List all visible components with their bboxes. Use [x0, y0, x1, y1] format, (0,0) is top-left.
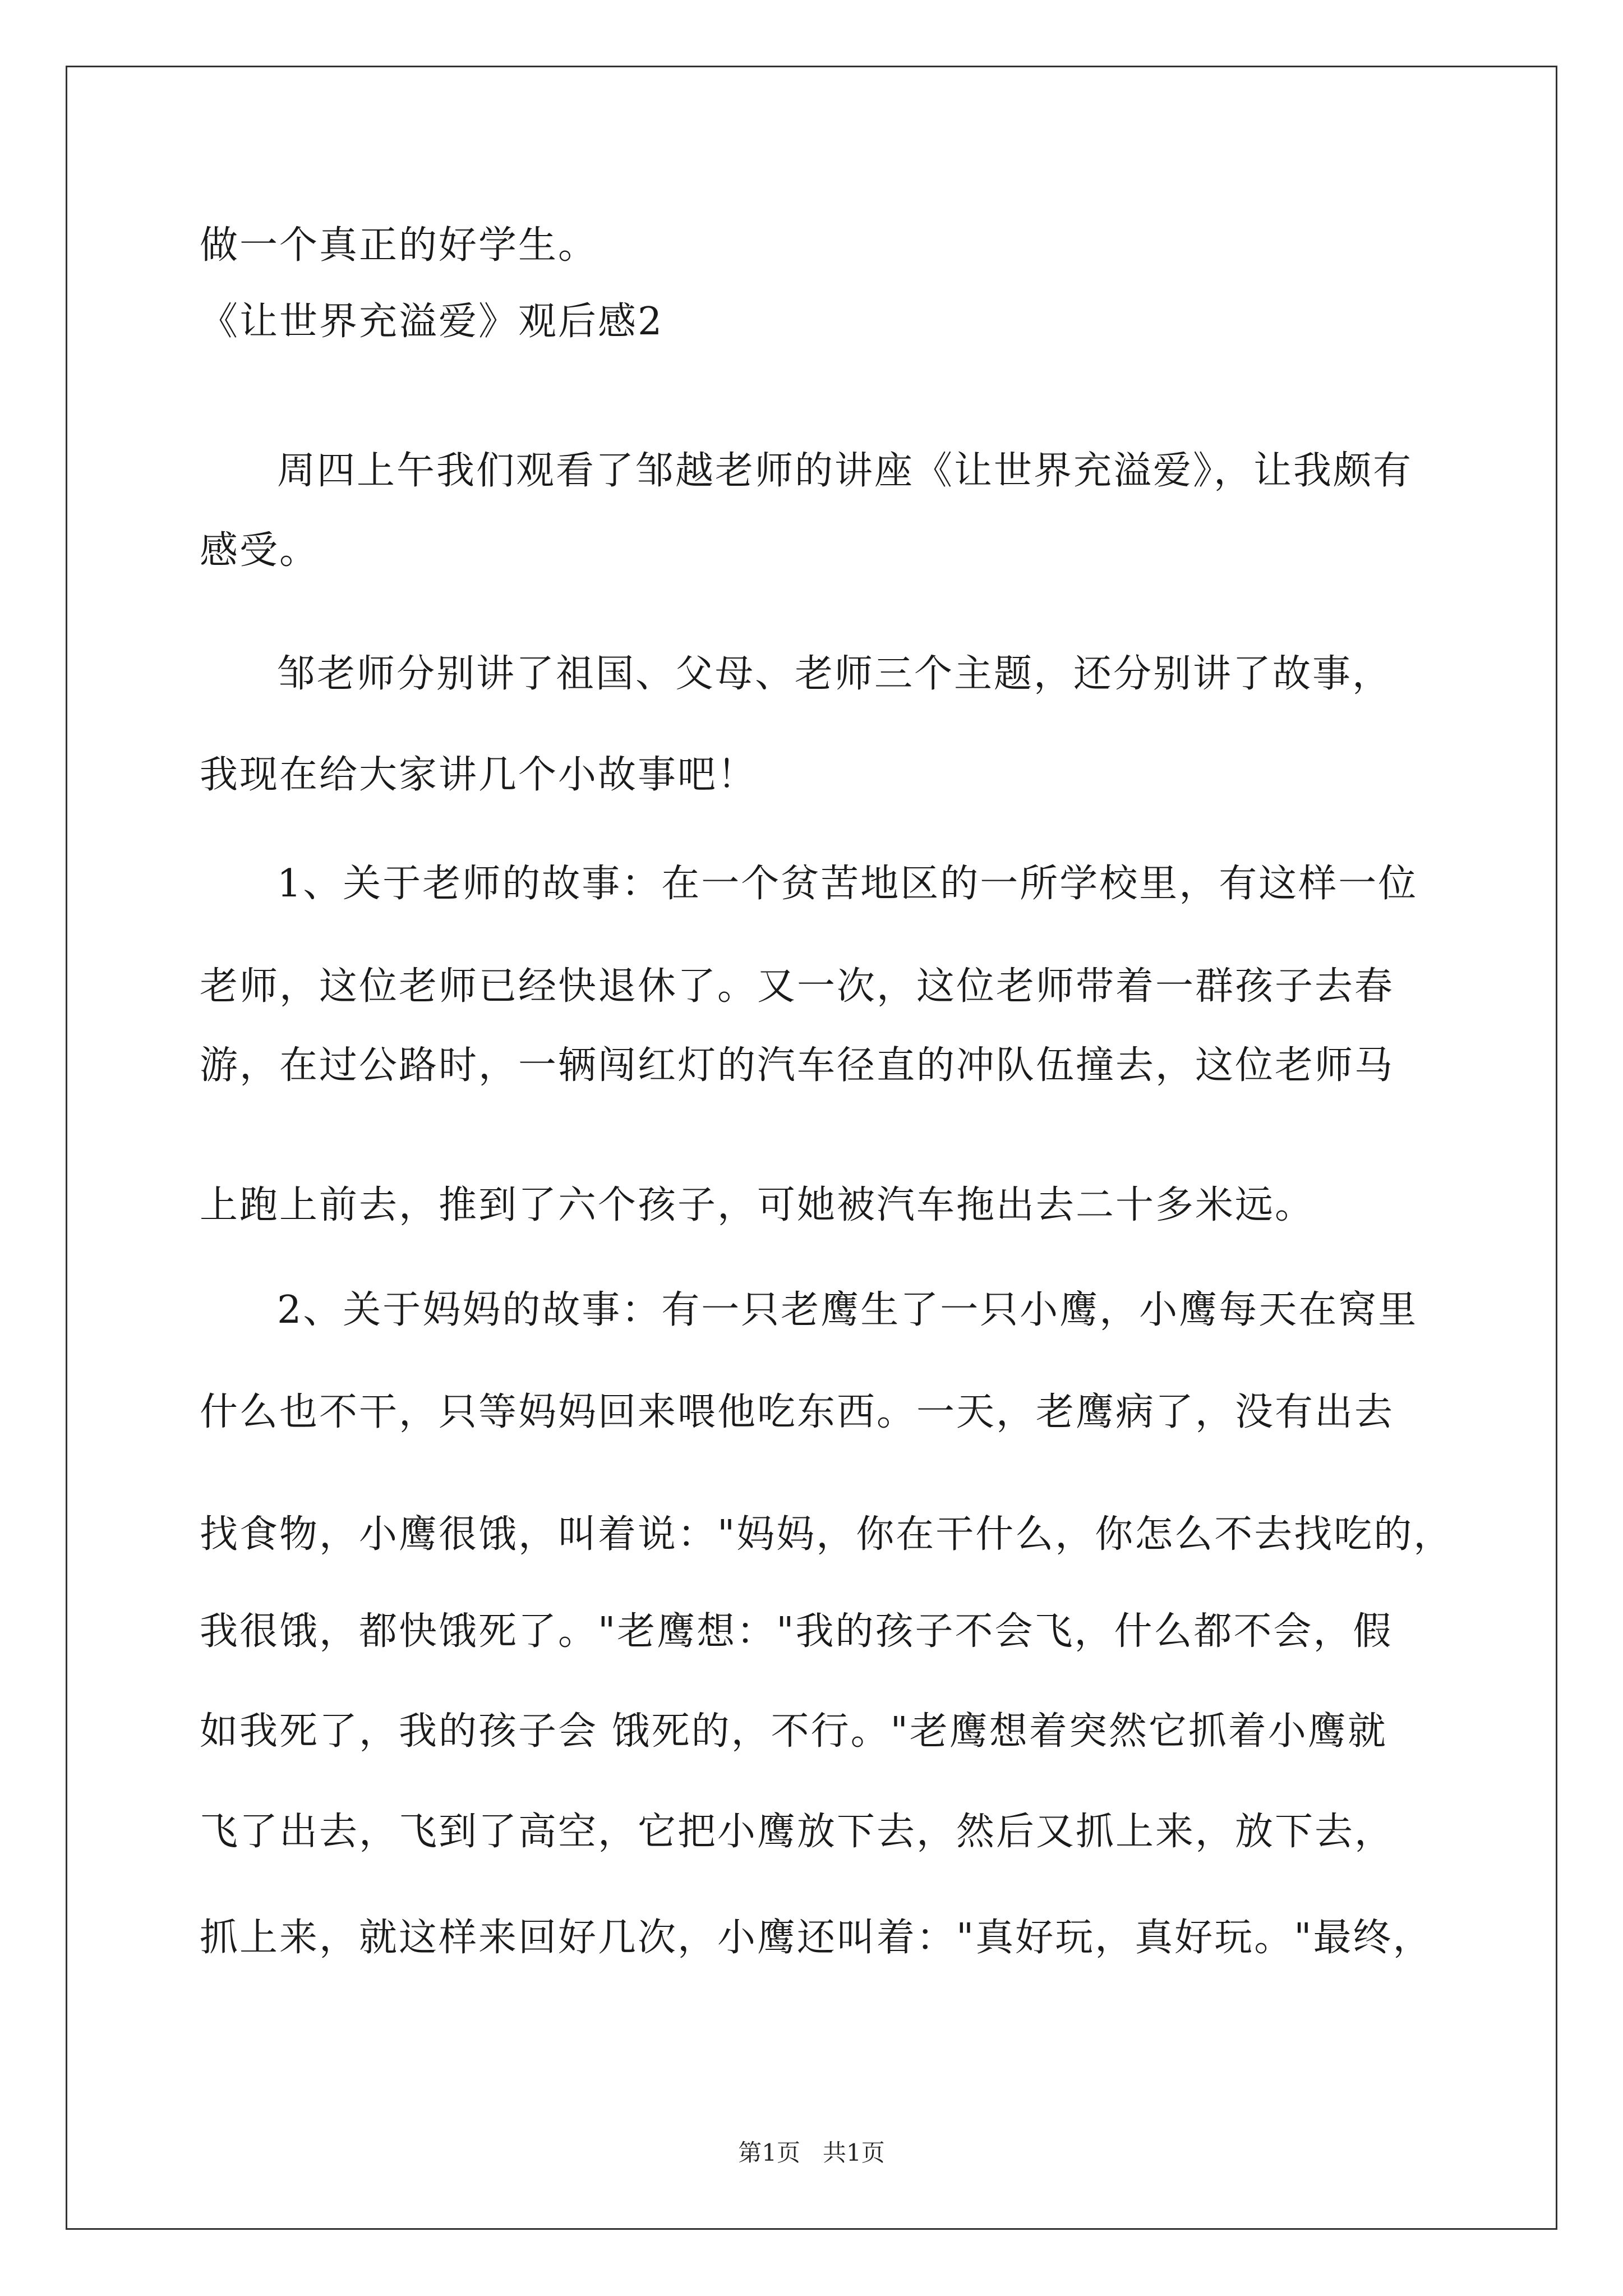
text-line-6: 我现在给大家讲几个小故事吧！	[200, 753, 758, 797]
text-line-17: 抓上来，就这样来回好几次，小鹰还叫着："真好玩，真好玩。"最终，	[200, 1916, 1433, 1960]
text-line-3: 周四上午我们观看了邹越老师的讲座《让世界充溢爱》，让我颇有	[277, 449, 1413, 493]
text-line-10: 上跑上前去，推到了六个孩子，可她被汽车拖出去二十多米远。	[200, 1183, 1315, 1227]
text-line-16: 飞了出去，飞到了高空，它把小鹰放下去，然后又抓上来，放下去，	[200, 1810, 1395, 1854]
text-line-1: 做一个真正的好学生。	[200, 223, 598, 268]
text-line-8: 老师，这位老师已经快退休了。又一次，这位老师带着一群孩子去春	[200, 964, 1395, 1009]
page-border	[66, 66, 1557, 2230]
text-line-12: 什么也不干，只等妈妈回来喂他吃东西。一天，老鹰病了，没有出去	[200, 1390, 1395, 1434]
text-line-7: 1、关于老师的故事：在一个贫苦地区的一所学校里，有这样一位	[277, 862, 1418, 906]
text-line-15: 如我死了，我的孩子会 饿死的，不行。"老鹰想着突然它抓着小鹰就	[200, 1709, 1387, 1754]
text-line-13: 找食物，小鹰很饿，叫着说："妈妈，你在干什么，你怎么不去找吃的，	[200, 1512, 1454, 1557]
text-line-14: 我很饿，都快饿死了。"老鹰想："我的孩子不会飞，什么都不会，假	[200, 1609, 1393, 1654]
text-line-4: 感受。	[200, 528, 320, 573]
text-line-9: 游，在过公路时，一辆闯红灯的汽车径直的冲队伍撞去，这位老师马	[200, 1043, 1395, 1088]
page-number: 第1页 共1页	[738, 2139, 885, 2166]
text-line-5: 邹老师分别讲了祖国、父母、老师三个主题，还分别讲了故事，	[277, 652, 1393, 696]
text-line-11: 2、关于妈妈的故事：有一只老鹰生了一只小鹰，小鹰每天在窝里	[277, 1288, 1418, 1332]
essay-title: 《让世界充溢爱》观后感2	[200, 300, 664, 344]
